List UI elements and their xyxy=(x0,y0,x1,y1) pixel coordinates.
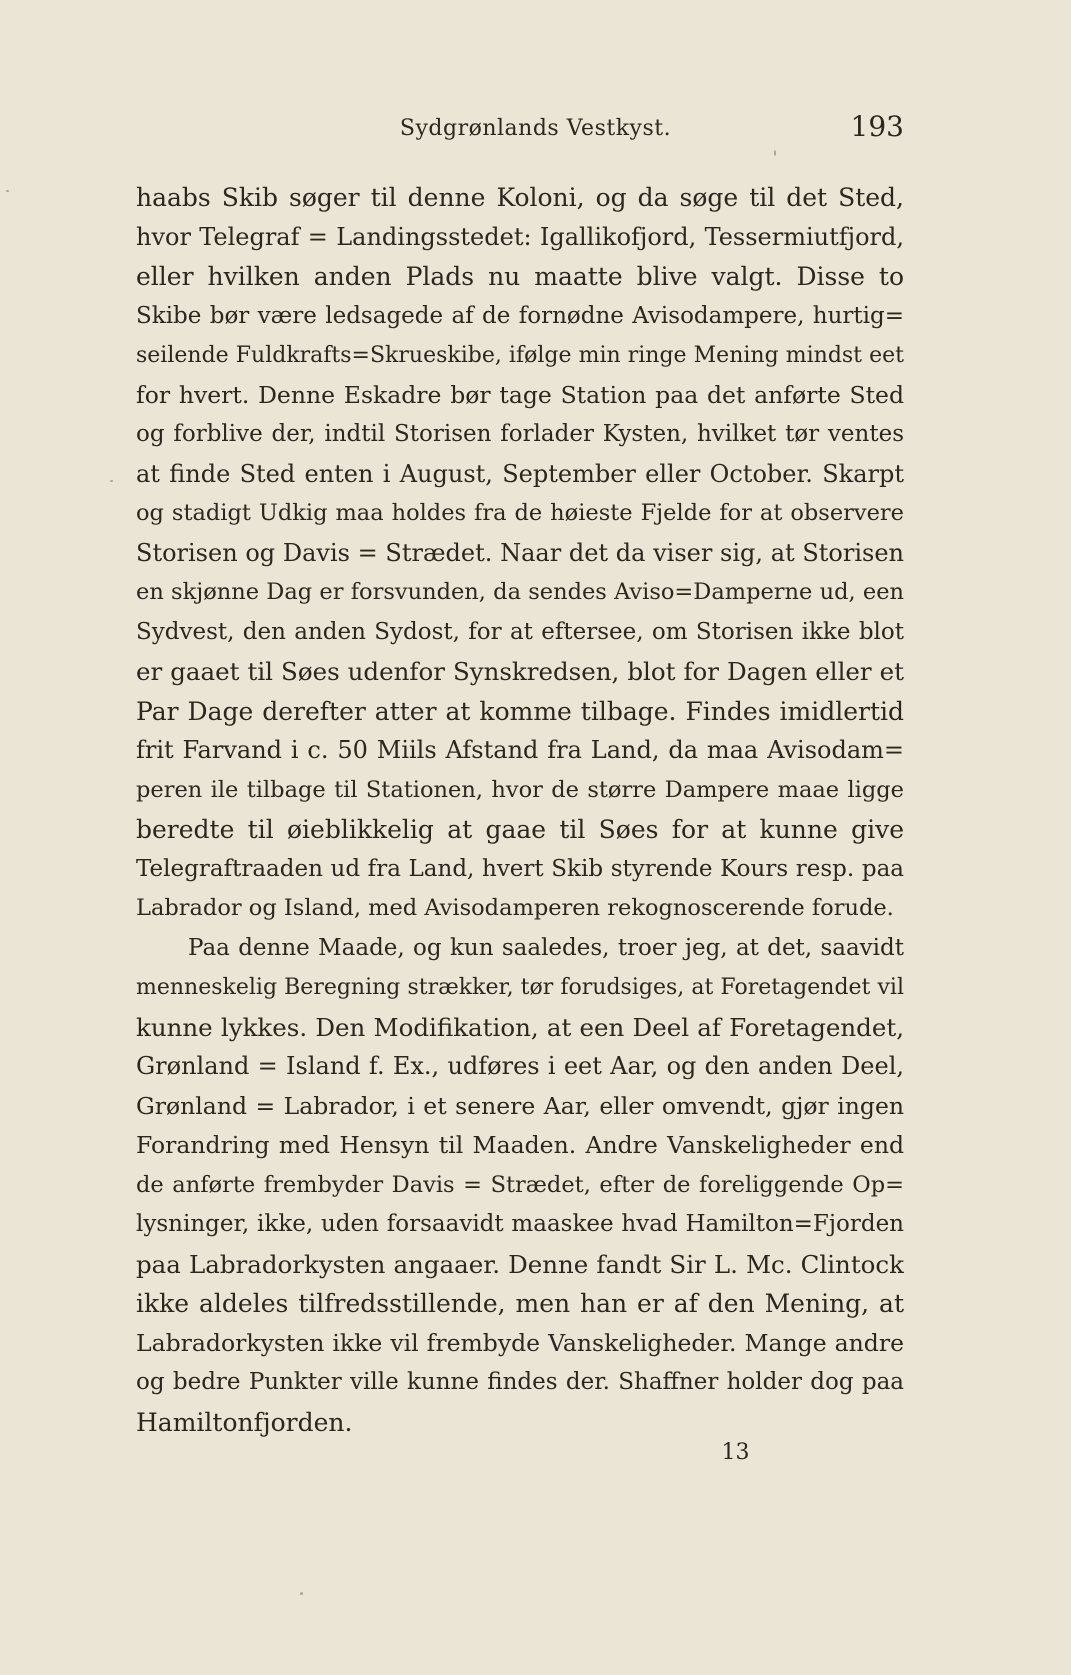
text-line: frit Farvand i c. 50 Miils Afstand fra Land, da maa Avisodam= xyxy=(136,736,904,764)
paper-speck xyxy=(774,150,776,156)
text-line: og stadigt Udkig maa holdes fra de høieste Fjelde for at observere xyxy=(136,500,904,526)
text-line: og forblive der, indtil Storisen forlader Kysten, hvilket tør ventes xyxy=(136,421,904,447)
text-line: Labradorkysten ikke vil frembyde Vanskeligheder. Mange andre xyxy=(136,1328,904,1357)
paper-speck xyxy=(300,1592,303,1595)
text-line: eller hvilken anden Plads nu maatte blive valgt. Disse to xyxy=(136,262,904,291)
text-line: paa Labradorkysten angaaer. Denne fandt Sir L. Mc. Clintock xyxy=(136,1249,904,1279)
paper-speck xyxy=(110,480,113,482)
text-line: Par Dage derefter atter at komme tilbage. Findes imidlertid xyxy=(136,696,904,726)
text-line: kunne lykkes. Den Modifikation, at een Deel af Foretagendet, xyxy=(136,1012,904,1042)
text-line: haabs Skib søger til denne Koloni, og da søge til det Sted, xyxy=(136,183,904,212)
text-line: Forandring med Hensyn til Maaden. Andre Vanskeligheder end xyxy=(136,1131,904,1159)
text-line: er gaaet til Søes udenfor Synskredsen, blot for Dagen eller et xyxy=(136,657,904,686)
running-head xyxy=(0,110,1071,150)
text-line: Storisen og Davis = Strædet. Naar det da viser sig, at Storisen xyxy=(136,538,904,567)
text-line: Skibe bør være ledsagede af de fornødne Avisodampere, hurtig= xyxy=(136,302,904,329)
text-line: Paa denne Maade, og kun saaledes, troer jeg, at det, saavidt xyxy=(188,934,904,961)
text-line: Hamiltonfjorden. xyxy=(136,1407,353,1437)
page-number: 193 xyxy=(850,110,904,143)
running-title: Sydgrønlands Vestkyst. xyxy=(399,116,672,141)
text-line: ikke aldeles tilfredsstillende, men han er af den Mening, at xyxy=(136,1289,904,1318)
text-line: Labrador og Island, med Avisodamperen rekognoscerende forude. xyxy=(136,895,894,921)
text-line: seilende Fuldkrafts=Skrueskibe, ifølge min ringe Mening mindst eet xyxy=(136,343,904,368)
page-body xyxy=(136,178,904,1442)
text-line: Grønland = Island f. Ex., udføres i eet Aar, og den anden Deel, xyxy=(136,1052,904,1080)
text-line: peren ile tilbage til Stationen, hvor de større Dampere maae ligge xyxy=(136,776,904,803)
text-line: beredte til øieblikkelig at gaae til Søes for at kunne give xyxy=(136,815,904,844)
signature-mark: 13 xyxy=(721,1440,750,1465)
text-line: for hvert. Denne Eskadre bør tage Station paa det anførte Sted xyxy=(136,380,904,409)
text-line: de anførte frembyder Davis = Strædet, efter de foreliggende Op= xyxy=(136,1171,904,1198)
text-line: hvor Telegraf = Landingsstedet: Igallikofjord, Tessermiutfjord, xyxy=(136,222,904,251)
text-line: Sydvest, den anden Sydost, for at eftersee, om Storisen ikke blot xyxy=(136,618,904,645)
text-line: en skjønne Dag er forsvunden, da sendes Aviso=Damperne ud, een xyxy=(136,579,904,605)
text-line: at finde Sted enten i August, September eller October. Skarpt xyxy=(136,459,904,488)
text-line: og bedre Punkter ville kunne findes der. Shaffner holder dog paa xyxy=(136,1369,904,1395)
text-line: Telegraftraaden ud fra Land, hvert Skib styrende Kours resp. paa xyxy=(136,855,904,882)
text-line: menneskelig Beregning strækker, tør forudsiges, at Foretagendet vil xyxy=(136,975,904,1000)
paper-speck xyxy=(6,190,9,192)
text-line: Grønland = Labrador, i et senere Aar, eller omvendt, gjør ingen xyxy=(136,1091,904,1120)
text-line: lysninger, ikke, uden forsaavidt maaskee hvad Hamilton=Fjorden xyxy=(136,1211,904,1237)
